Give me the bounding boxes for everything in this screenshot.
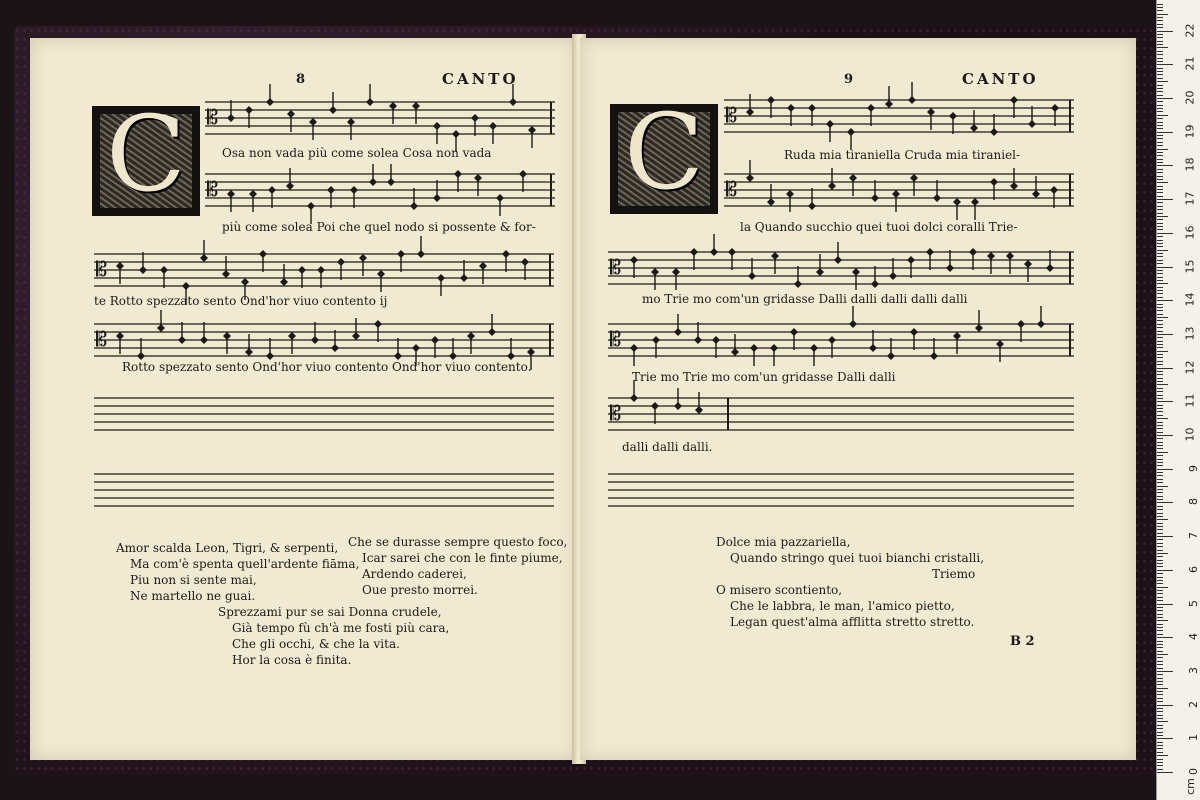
music-staff [608,390,1074,440]
page-number: 8 [296,72,306,87]
verse-column-3: Sprezzami pur se sai Donna crudele, Già tempo fù ch'à me fosti più cara, Che gli occhi, & che la vita. Hor la cosa è finita. [218,605,450,667]
page-header: CANTO [962,70,1039,88]
decorated-initial: C [610,104,718,214]
ruler-label: 6 [1187,565,1200,573]
music-staff [205,94,555,144]
ruler-label: 9 [1187,464,1200,472]
ruler-label: 17 [1183,191,1197,206]
empty-staff [94,466,554,516]
ruler-label: 1 [1187,734,1200,742]
music-staff [724,166,1074,216]
lyric-line: Rotto spezzato sento Ond'hor viuo contento Ond'hor viuo contento. [122,360,532,374]
page-header: CANTO [442,70,519,88]
right-page [580,38,1136,760]
svg-text:𝄡: 𝄡 [96,327,108,351]
svg-text:𝄡: 𝄡 [726,103,738,127]
empty-staff [94,390,554,440]
svg-text:𝄡: 𝄡 [610,401,622,425]
svg-text:𝄡: 𝄡 [207,105,219,129]
music-staff [608,244,1074,294]
ruler-label: 18 [1183,157,1197,172]
lyric-line: Osa non vada più come solea Cosa non vada [222,146,492,160]
music-staff [94,246,554,296]
lyric-line: più come solea Poi che quel nodo si possente & for- [222,220,536,234]
ruler-label: 15 [1183,259,1197,273]
verse-column-2: Che se durasse sempre questo foco, Icar sarei che con le finte piume, Ardendo caderei, Oue presto morrei. [348,535,568,597]
svg-text:𝄡: 𝄡 [726,177,738,201]
page-number: 9 [844,72,854,87]
music-staff [205,166,555,216]
ruler-label: 3 [1187,666,1200,674]
ruler-label: 11 [1183,393,1197,408]
ruler-label: 22 [1183,23,1197,38]
ruler-label: 2 [1187,700,1200,708]
empty-staff [608,466,1074,516]
lyric-line: te Rotto spezzato sento Ond'hor viuo contento ij [94,294,388,308]
ruler-label: 20 [1183,90,1197,105]
lyric-line: mo Trie mo com'un gridasse Dalli dalli dalli dalli dalli [642,292,968,306]
measurement-ruler [1156,0,1200,800]
ruler-label: 7 [1187,532,1200,540]
lyric-line: Trie mo Trie mo com'un gridasse Dalli dalli [632,370,896,384]
lyric-line: la Quando succhio quei tuoi dolci coralli Trie- [740,220,1018,234]
ruler-label: 13 [1183,326,1197,341]
signature-mark: B 2 [1010,634,1035,649]
lyric-line: Ruda mia tiraniella Cruda mia tiraniel- [784,148,1021,162]
ruler-label: 16 [1183,225,1197,240]
left-page [30,38,576,760]
ruler-label: 4 [1187,633,1200,641]
ruler-label: 12 [1183,360,1197,375]
verse: Dolce mia pazzariella, Quando stringo quei tuoi bianchi cristalli, Triemo O misero scontiento, Che le labbra, le man, l'amico pietto, Legan quest'alma afflitta stretto stretto. [716,535,985,629]
music-staff [608,316,1074,366]
ruler-unit: cm [1184,778,1198,795]
ruler-label: 5 [1187,599,1200,607]
ruler-label: 10 [1183,427,1197,442]
svg-text:𝄡: 𝄡 [610,327,622,351]
ruler-label: 19 [1183,124,1197,139]
ruler-label: 21 [1183,56,1197,71]
music-staff [724,92,1074,142]
svg-text:𝄡: 𝄡 [96,257,108,281]
svg-text:𝄡: 𝄡 [610,255,622,279]
ruler-label: 14 [1183,292,1197,307]
svg-text:𝄡: 𝄡 [207,177,219,201]
ruler-label: 8 [1187,498,1200,506]
decorated-initial: C [92,106,200,216]
verse-column-1: Amor scalda Leon, Tigri, & serpenti, Ma com'è spenta quell'ardente fiāma, Piu non si sente mai, Ne martello ne guai. [116,541,360,603]
lyric-line: dalli dalli dalli. [622,440,713,454]
ruler-label: 0 [1187,768,1200,775]
music-staff [94,316,554,366]
